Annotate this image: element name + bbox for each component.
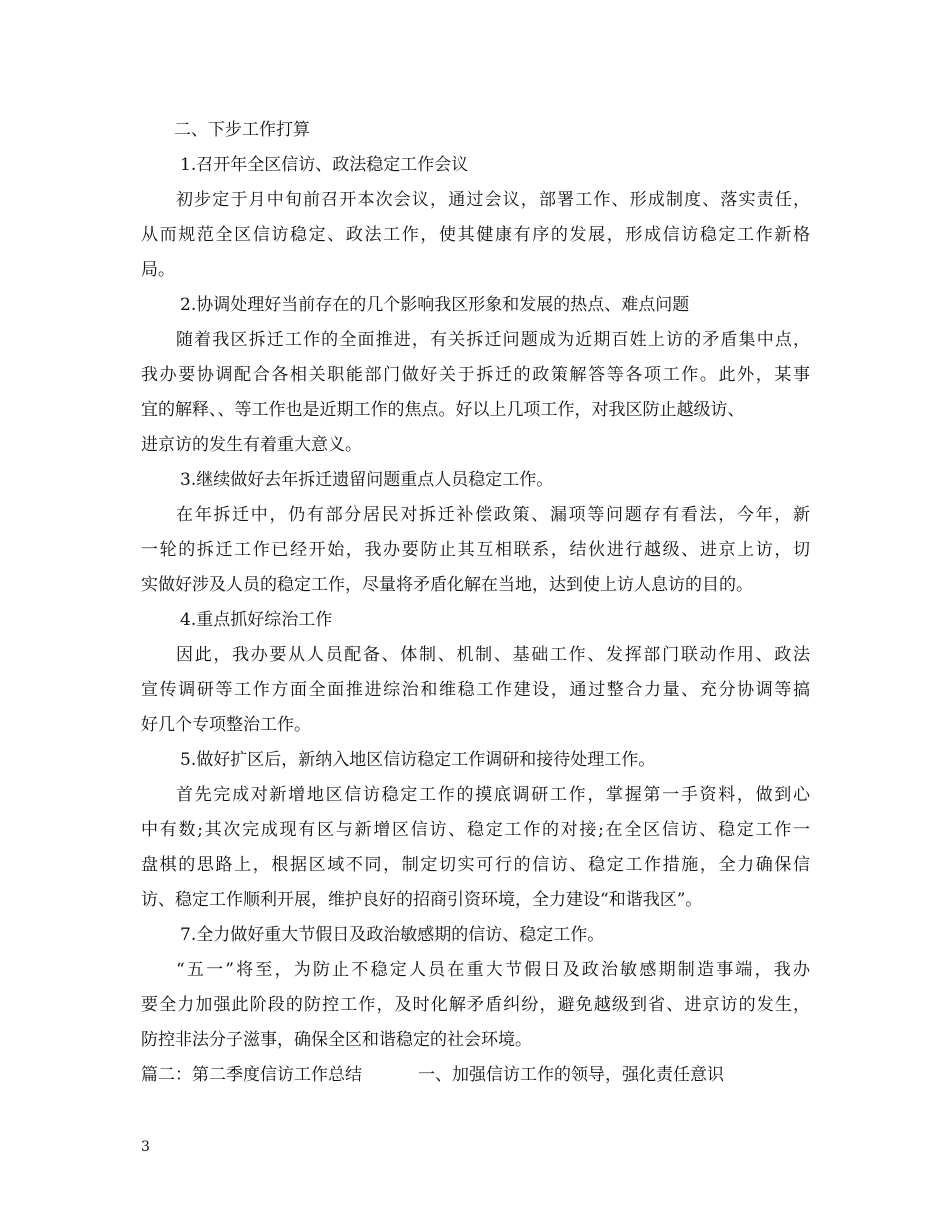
paragraph-line: 防控非法分子滋事，确保全区和谐稳定的社会环境。 (141, 1030, 532, 1050)
paragraph-line: 在年拆迁中，仍有部分居民对拆迁补偿政策、漏项等问题存有看法，今年，新 (176, 505, 810, 525)
item-title: 7.全力做好重大节假日及政治敏感期的信访、稳定工作。 (180, 925, 605, 945)
paragraph-line: 中有数;其次完成现有区与新增区信访、稳定工作的对接;在全区信访、稳定工作一 (141, 820, 810, 840)
paragraph-line: 盘棋的思路上，根据区域不同，制定切实可行的信访、稳定工作措施，全力确保信 (141, 855, 810, 875)
paragraph-line: 初步定于月中旬前召开本次会议，通过会议，部署工作、形成制度、落实责任， (176, 190, 810, 210)
paragraph-line: 因此，我办要从人员配备、体制、机制、基础工作、发挥部门联动作用、政法 (176, 645, 810, 665)
item-title: 2.协调处理好当前存在的几个影响我区形象和发展的热点、难点问题 (180, 295, 690, 315)
paragraph-line: 好几个专项整治工作。 (141, 715, 311, 735)
paragraph-line: 随着我区拆迁工作的全面推进，有关拆迁问题成为近期百姓上访的矛盾集中点， (176, 330, 810, 350)
paragraph-line: 宜的解释、、等工作也是近期工作的焦点。好以上几项工作，对我区防止越级访、 (141, 400, 745, 420)
item-title: 1.召开年全区信访、政法稳定工作会议 (180, 155, 469, 175)
paragraph-line: 访、稳定工作顺利开展，维护良好的招商引资环境，全力建设“和谐我区”。 (141, 890, 703, 910)
page-number: 3 (141, 1139, 150, 1155)
paragraph-line: 要全力加强此阶段的防控工作，及时化解矛盾纠纷，避免越级到省、进京访的发生， (141, 995, 810, 1015)
paragraph-line: 局。 (141, 260, 175, 280)
paragraph-line: 从而规范全区信访稳定、政法工作，使其健康有序的发展，形成信访稳定工作新格 (141, 225, 810, 245)
paragraph-line: 首先完成对新增地区信访稳定工作的摸底调研工作，掌握第一手资料，做到心 (176, 785, 810, 805)
paragraph-line: 我办要协调配合各相关职能部门做好关于拆迁的政策解答等各项工作。此外，某事 (141, 365, 810, 385)
paragraph-line: 宣传调研等工作方面全面推进综治和维稳工作建设，通过整合力量、充分协调等搞 (141, 680, 810, 700)
item-title: 4.重点抓好综治工作 (180, 610, 333, 630)
next-section-label: 篇二：第二季度信访工作总结 (141, 1065, 362, 1085)
next-section-heading: 一、加强信访工作的领导，强化责任意识 (418, 1065, 724, 1085)
paragraph-line: 一轮的拆迁工作已经开始，我办要防止其互相联系，结伙进行越级、进京上访，切 (141, 540, 810, 560)
paragraph-line: 实做好涉及人员的稳定工作，尽量将矛盾化解在当地，达到使上访人息访的目的。 (141, 575, 753, 595)
item-title: 5.做好扩区后，新纳入地区信访稳定工作调研和接待处理工作。 (180, 750, 656, 770)
paragraph-line: 进京访的发生有着重大意义。 (141, 435, 362, 455)
item-title: 3.继续做好去年拆迁遗留问题重点人员稳定工作。 (180, 470, 554, 490)
paragraph-line: “五一”将至，为防止不稳定人员在重大节假日及政治敏感期制造事端，我办 (176, 960, 810, 980)
section-heading: 二、下步工作打算 (174, 120, 310, 140)
